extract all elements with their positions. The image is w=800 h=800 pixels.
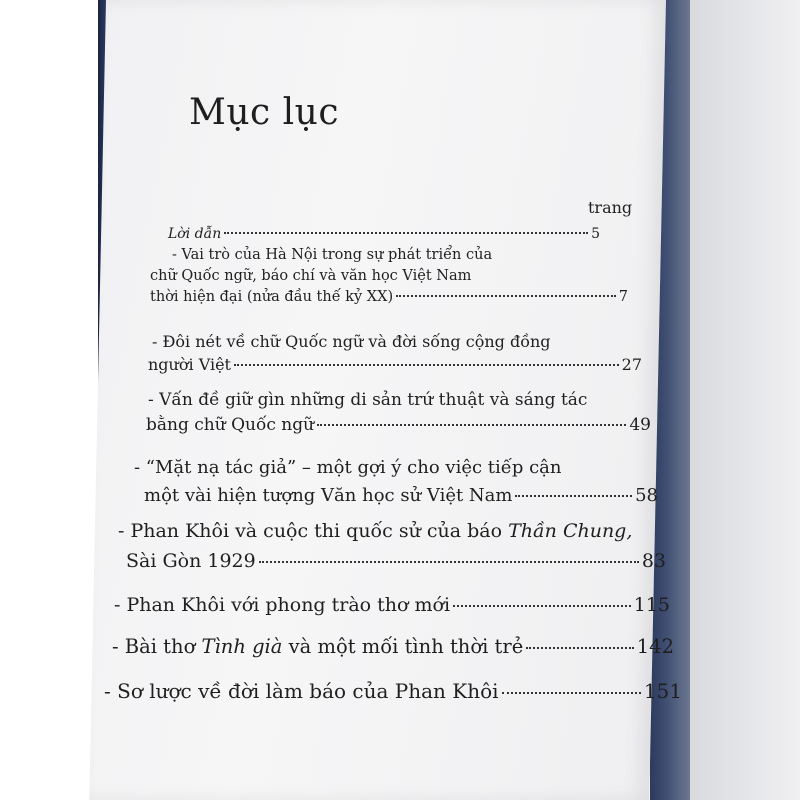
dot-leader xyxy=(453,605,631,607)
toc-entry-last-line xyxy=(112,632,674,662)
toc-page-number: 49 xyxy=(629,415,651,435)
dot-leader xyxy=(234,364,619,366)
toc-entry-last-line xyxy=(146,413,651,438)
toc-entry-title: Sài Gòn 1929 xyxy=(126,550,256,572)
poem-title: Tình già xyxy=(201,635,283,658)
toc-page-number: 27 xyxy=(621,355,642,374)
toc-entry xyxy=(118,516,666,576)
toc-entry-text: - Bài thơ xyxy=(112,635,202,658)
dot-leader xyxy=(317,424,626,426)
toc-entry-title: một vài hiện tượng Văn học sử Việt Nam xyxy=(144,485,513,506)
toc-page-number: 115 xyxy=(633,594,670,616)
toc-page-number: 142 xyxy=(636,635,674,658)
toc-entry-last-line xyxy=(148,353,642,376)
toc-entry-title: - Phan Khôi với phong trào thơ mới xyxy=(114,594,451,616)
toc-entry-line: - Đôi nét về chữ Quốc ngữ và đời sống cộng đồng xyxy=(152,332,551,351)
page-column-header: trang xyxy=(588,198,633,217)
dot-leader xyxy=(515,495,632,497)
toc-entry-last-line xyxy=(104,676,682,706)
toc-entry-line: - Vấn đề giữ gìn những di sản trứ thuật và sáng tác xyxy=(148,390,588,410)
toc-page-number: 7 xyxy=(618,289,628,305)
toc-entry-line: chữ Quốc ngữ, báo chí và văn học Việt Nam xyxy=(150,268,472,284)
toc-entry-line: - “Mặt nạ tác giả” – một gợi ý cho việc tiếp cận xyxy=(134,457,562,478)
toc-page-number: 83 xyxy=(641,550,666,572)
toc-entry xyxy=(150,245,628,308)
toc-entry xyxy=(104,676,682,706)
dot-leader xyxy=(396,295,616,297)
toc-entry xyxy=(168,226,600,242)
background-surface xyxy=(690,0,800,800)
toc-entry-title: bằng chữ Quốc ngữ xyxy=(146,415,315,435)
toc-entry-last-line xyxy=(168,226,600,242)
toc-page-number: 151 xyxy=(643,679,682,703)
toc-entry xyxy=(114,590,670,620)
toc-entry xyxy=(134,454,658,510)
toc-entry-text: và một mối tình thời trẻ xyxy=(282,635,524,658)
dot-leader xyxy=(224,232,588,234)
toc-entry-title: thời hiện đại (nửa đầu thế kỷ XX) xyxy=(150,289,394,305)
toc-entry-line: - Vai trò của Hà Nội trong sự phát triển của xyxy=(172,247,493,263)
toc-page-number: 5 xyxy=(591,226,600,242)
page-title: Mục lục xyxy=(189,92,340,133)
toc-entry xyxy=(148,330,642,376)
toc-entry-last-line xyxy=(114,590,670,620)
toc-entry xyxy=(112,632,674,662)
toc-entry-last-line xyxy=(134,482,658,510)
dot-leader xyxy=(526,647,634,649)
toc-entry-title: Lời dẫn xyxy=(168,226,222,242)
toc-entry-title xyxy=(112,632,523,662)
toc-page-number: 58 xyxy=(635,485,658,506)
dot-leader xyxy=(502,692,641,694)
toc-entry-line xyxy=(118,516,666,546)
toc-entry-last-line xyxy=(118,546,666,576)
toc-entry-text: - Phan Khôi và cuộc thi quốc sử của báo xyxy=(118,520,509,542)
toc-entry-last-line xyxy=(150,287,628,308)
toc-entry-title: người Việt xyxy=(148,355,231,374)
newspaper-name: Thần Chung, xyxy=(508,520,633,542)
toc-entry xyxy=(146,388,651,438)
dot-leader xyxy=(259,561,639,563)
toc-entry-title: - Sơ lược về đời làm báo của Phan Khôi xyxy=(104,679,499,703)
